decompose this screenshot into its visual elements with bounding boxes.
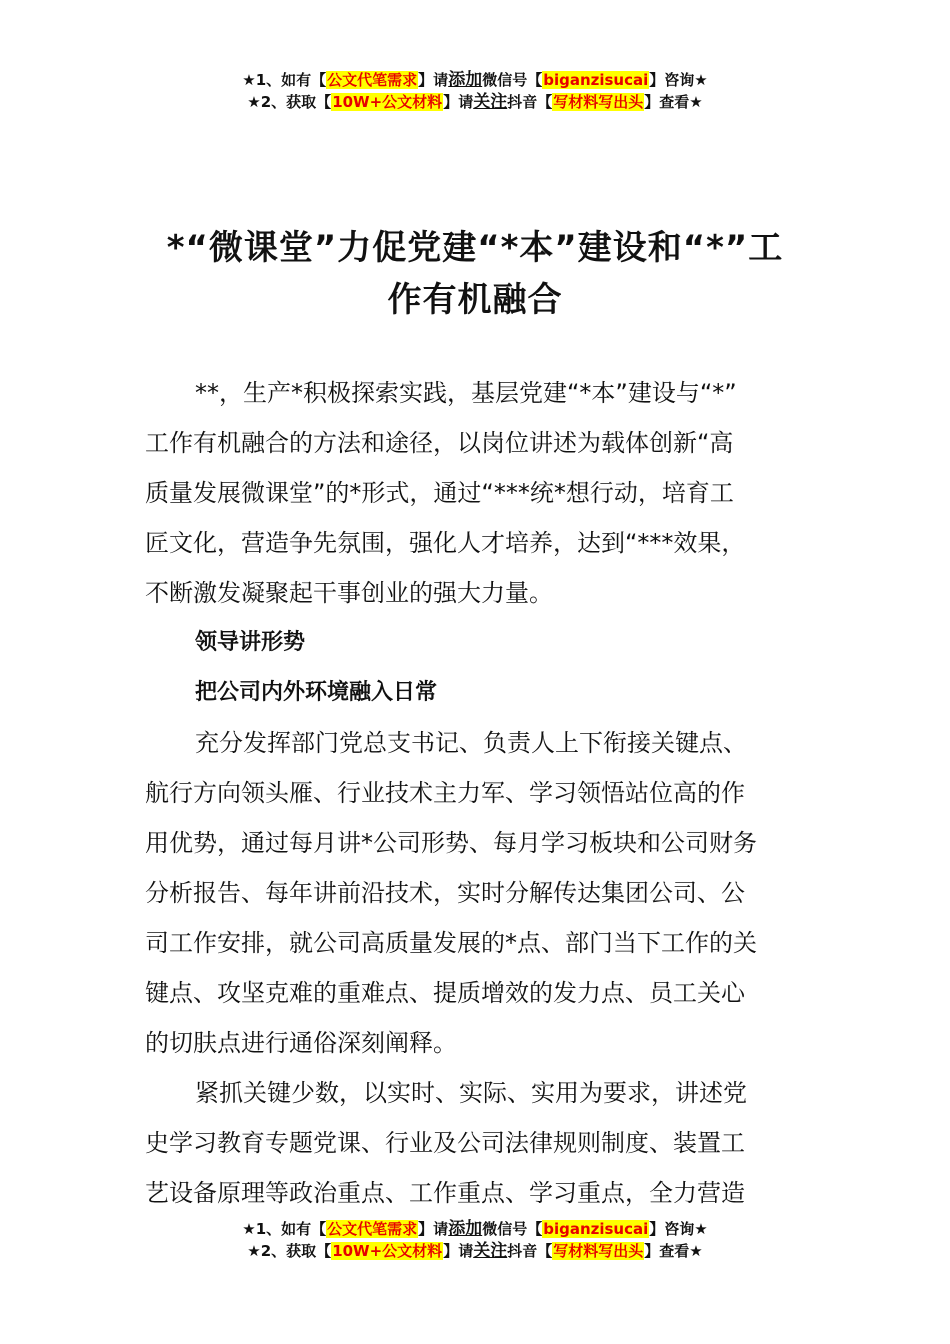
paragraph-line: 的切肤点进行通俗深刻阐释。	[145, 1029, 457, 1057]
bottom-banner	[0, 1218, 950, 1262]
paragraph-key-minority	[145, 1068, 810, 1218]
highlight-douyin: 写材料写出头	[553, 1242, 644, 1260]
paragraph-line: 史学习教育专题党课、行业及公司法律规则制度、装置工	[145, 1129, 745, 1157]
banner-emphasis: 关注	[473, 92, 508, 112]
highlight-douyin: 写材料写出头	[553, 93, 644, 111]
banner-line-2	[0, 1240, 950, 1262]
banner-text: ★1、如有【	[242, 1220, 327, 1238]
highlight-service: 公文代笔需求	[327, 1220, 418, 1238]
paragraph-line: 紧抓关键少数，以实时、实际、实用为要求，讲述党	[195, 1079, 747, 1107]
banner-emphasis: 添加	[448, 1219, 483, 1239]
banner-text: 】请	[443, 1242, 474, 1260]
banner-line-2	[0, 91, 950, 113]
banner-text: 抖音【	[507, 93, 553, 111]
banner-text: 】咨询★	[649, 1220, 708, 1238]
banner-text: 微信号【	[482, 71, 543, 89]
banner-emphasis: 关注	[473, 1241, 508, 1261]
highlight-materials: 10W+公文材料	[332, 1242, 443, 1260]
top-banner	[0, 69, 950, 113]
paragraph-line: 质量发展微课堂”的*形式，通过“***统*想行动，培育工	[145, 479, 734, 507]
banner-text: 抖音【	[507, 1242, 553, 1260]
highlight-wechat-id: biganzisucai	[543, 1220, 649, 1238]
paragraph-leadership	[145, 718, 810, 1068]
banner-line-1	[0, 69, 950, 91]
banner-line-1	[0, 1218, 950, 1240]
paragraph-line: 司工作安排，就公司高质量发展的*点、部门当下工作的关	[145, 929, 757, 957]
highlight-materials: 10W+公文材料	[332, 93, 443, 111]
banner-text: 微信号【	[482, 1220, 543, 1238]
paragraph-line: 工作有机融合的方法和途径，以岗位讲述为载体创新“高	[145, 429, 734, 457]
paragraph-line: 键点、攻坚克难的重难点、提质增效的发力点、员工关心	[145, 979, 745, 1007]
highlight-wechat-id: biganzisucai	[543, 71, 649, 89]
banner-text: ★2、获取【	[247, 1242, 332, 1260]
banner-text: 】查看★	[644, 1242, 703, 1260]
banner-text: 】咨询★	[649, 71, 708, 89]
paragraph-line: 艺设备原理等政治重点、工作重点、学习重点，全力营造	[145, 1179, 745, 1207]
paragraph-line: 匠文化，营造争先氛围，强化人才培养，达到“***效果，	[145, 529, 746, 557]
title-line-2: 作有机融合	[387, 280, 563, 320]
paragraph-line: 分析报告、每年讲前沿技术，实时分解传达集团公司、公	[145, 879, 745, 907]
banner-text: 】请	[418, 71, 449, 89]
paragraph-intro	[145, 368, 810, 618]
banner-text: 】请	[443, 93, 474, 111]
section-heading: 领导讲形势	[195, 630, 306, 655]
title-line-1: *“微课堂”力促党建“*本”建设和“*”工	[166, 228, 784, 268]
document-body	[145, 368, 810, 1218]
subsection-heading: 把公司内外环境融入日常	[195, 680, 438, 705]
highlight-service: 公文代笔需求	[327, 71, 418, 89]
banner-text: ★2、获取【	[247, 93, 332, 111]
paragraph-line: **，生产*积极探索实践，基层党建“*本”建设与“*”	[195, 379, 737, 407]
document-title	[120, 222, 830, 326]
banner-text: 】查看★	[644, 93, 703, 111]
banner-emphasis: 添加	[448, 70, 483, 90]
paragraph-line: 用优势，通过每月讲*公司形势、每月学习板块和公司财务	[145, 829, 757, 857]
banner-text: 】请	[418, 1220, 449, 1238]
paragraph-line: 充分发挥部门党总支书记、负责人上下衔接关键点、	[195, 729, 747, 757]
banner-text: ★1、如有【	[242, 71, 327, 89]
paragraph-line: 航行方向领头雁、行业技术主力军、学习领悟站位高的作	[145, 779, 745, 807]
paragraph-line: 不断激发凝聚起干事创业的强大力量。	[145, 579, 553, 607]
